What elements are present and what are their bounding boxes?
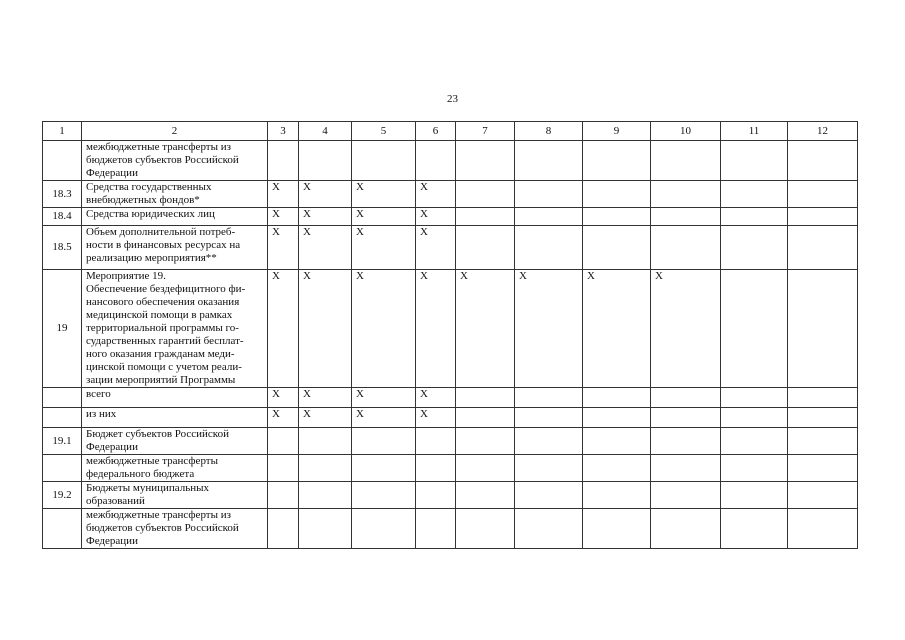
row-name bbox=[82, 509, 268, 549]
table-row bbox=[43, 226, 858, 270]
table-cell: X bbox=[268, 270, 299, 388]
row-name-line: ности в финансовых ресурсах на bbox=[86, 239, 241, 251]
table-cell bbox=[651, 141, 721, 181]
row-name bbox=[82, 408, 268, 428]
table-row bbox=[43, 141, 858, 181]
table-cell bbox=[456, 482, 515, 509]
table-cell: X bbox=[299, 388, 352, 408]
row-name bbox=[82, 141, 268, 181]
row-name-line: нансового обеспечения оказания bbox=[86, 296, 240, 308]
table-cell bbox=[651, 509, 721, 549]
table-cell bbox=[721, 482, 788, 509]
column-header: 5 bbox=[352, 122, 416, 141]
table-cell bbox=[352, 428, 416, 455]
table-cell bbox=[788, 428, 858, 455]
table-cell bbox=[299, 509, 352, 549]
table-cell bbox=[721, 408, 788, 428]
table-cell bbox=[651, 455, 721, 482]
row-name-line: цинской помощи с учетом реали- bbox=[86, 361, 242, 373]
table-cell: X bbox=[583, 270, 651, 388]
table-row bbox=[43, 455, 858, 482]
table-cell bbox=[721, 270, 788, 388]
row-name-line: Федерации bbox=[86, 167, 138, 179]
table-cell bbox=[583, 482, 651, 509]
row-name-line: реализацию мероприятия** bbox=[86, 252, 217, 264]
row-number: 18.3 bbox=[43, 181, 82, 208]
table-cell: X bbox=[268, 208, 299, 226]
table-cell bbox=[416, 141, 456, 181]
row-name bbox=[82, 226, 268, 270]
table-cell bbox=[721, 388, 788, 408]
table-cell: X bbox=[651, 270, 721, 388]
table-cell: X bbox=[299, 208, 352, 226]
table-cell: X bbox=[352, 388, 416, 408]
column-header: 4 bbox=[299, 122, 352, 141]
table-cell: X bbox=[416, 388, 456, 408]
table-cell bbox=[456, 455, 515, 482]
row-name-line: всего bbox=[86, 388, 111, 400]
row-name bbox=[82, 270, 268, 388]
table-cell bbox=[721, 208, 788, 226]
table-cell bbox=[721, 141, 788, 181]
table-row bbox=[43, 509, 858, 549]
row-name-line: Средства юридических лиц bbox=[86, 208, 215, 220]
table-cell: X bbox=[299, 408, 352, 428]
row-name-line: Федерации bbox=[86, 441, 138, 453]
row-name bbox=[82, 428, 268, 455]
table-row bbox=[43, 270, 858, 388]
table-cell bbox=[721, 226, 788, 270]
table-cell bbox=[268, 482, 299, 509]
row-number bbox=[43, 509, 82, 549]
row-name-line: медицинской помощи в рамках bbox=[86, 309, 233, 321]
table-cell bbox=[456, 509, 515, 549]
column-header: 10 bbox=[651, 122, 721, 141]
table-cell bbox=[352, 455, 416, 482]
table-cell bbox=[416, 482, 456, 509]
table-cell: X bbox=[416, 181, 456, 208]
row-name-line: внебюджетных фондов* bbox=[86, 194, 200, 206]
table-cell: X bbox=[352, 408, 416, 428]
table-cell bbox=[299, 141, 352, 181]
table-cell: X bbox=[416, 408, 456, 428]
table-cell bbox=[456, 208, 515, 226]
column-header: 8 bbox=[515, 122, 583, 141]
table-cell bbox=[416, 509, 456, 549]
table-cell bbox=[583, 455, 651, 482]
table-cell bbox=[515, 181, 583, 208]
table-cell bbox=[268, 509, 299, 549]
table-cell bbox=[299, 428, 352, 455]
table-cell bbox=[721, 509, 788, 549]
column-header: 12 bbox=[788, 122, 858, 141]
table-cell: X bbox=[352, 181, 416, 208]
table-cell bbox=[515, 455, 583, 482]
table-cell bbox=[583, 428, 651, 455]
table-cell: X bbox=[299, 226, 352, 270]
column-header: 2 bbox=[82, 122, 268, 141]
row-name-line: территориальной программы го- bbox=[86, 322, 239, 334]
table-cell bbox=[788, 270, 858, 388]
table-row bbox=[43, 388, 858, 408]
table-cell bbox=[416, 428, 456, 455]
table-cell: X bbox=[352, 226, 416, 270]
table-cell bbox=[456, 408, 515, 428]
table-row bbox=[43, 428, 858, 455]
row-name-line: из них bbox=[86, 408, 117, 420]
row-name bbox=[82, 181, 268, 208]
table-cell bbox=[651, 482, 721, 509]
table-cell bbox=[651, 208, 721, 226]
table-cell bbox=[583, 388, 651, 408]
table-body bbox=[43, 141, 858, 549]
table-cell bbox=[583, 181, 651, 208]
table-cell: X bbox=[352, 270, 416, 388]
row-name-line: образований bbox=[86, 495, 145, 507]
table-cell bbox=[268, 455, 299, 482]
page-number: 23 bbox=[447, 93, 458, 105]
table-cell bbox=[651, 226, 721, 270]
table-cell bbox=[515, 141, 583, 181]
table-cell bbox=[268, 141, 299, 181]
table-cell bbox=[352, 482, 416, 509]
row-number bbox=[43, 141, 82, 181]
table-cell bbox=[456, 226, 515, 270]
table-cell: X bbox=[352, 208, 416, 226]
table-cell: X bbox=[416, 270, 456, 388]
table-cell bbox=[583, 208, 651, 226]
row-number: 19 bbox=[43, 270, 82, 388]
table-cell bbox=[583, 226, 651, 270]
column-header: 7 bbox=[456, 122, 515, 141]
table-cell: X bbox=[515, 270, 583, 388]
table-cell bbox=[651, 388, 721, 408]
table-cell bbox=[583, 408, 651, 428]
row-name-line: бюджетов субъектов Российской bbox=[86, 522, 239, 534]
table-cell bbox=[651, 408, 721, 428]
table-cell bbox=[299, 482, 352, 509]
table-cell: X bbox=[268, 181, 299, 208]
table-cell bbox=[456, 388, 515, 408]
table-cell bbox=[788, 482, 858, 509]
row-number: 18.5 bbox=[43, 226, 82, 270]
table-cell bbox=[456, 181, 515, 208]
budget-table bbox=[42, 121, 858, 549]
table-cell bbox=[268, 428, 299, 455]
table-cell bbox=[788, 208, 858, 226]
table-cell bbox=[515, 482, 583, 509]
table-cell bbox=[583, 509, 651, 549]
table-cell: X bbox=[416, 208, 456, 226]
row-name-line: Обеспечение бездефицитного фи- bbox=[86, 283, 246, 295]
table-cell: X bbox=[416, 226, 456, 270]
table-cell bbox=[515, 509, 583, 549]
table-cell bbox=[515, 226, 583, 270]
table-row bbox=[43, 181, 858, 208]
table-cell bbox=[651, 181, 721, 208]
table-cell bbox=[515, 428, 583, 455]
row-name-line: межбюджетные трансферты из bbox=[86, 509, 231, 521]
row-name-line: бюджетов субъектов Российской bbox=[86, 154, 239, 166]
column-header: 11 bbox=[721, 122, 788, 141]
row-name bbox=[82, 208, 268, 226]
row-name-line: Средства государственных bbox=[86, 181, 212, 193]
column-header: 3 bbox=[268, 122, 299, 141]
table-row bbox=[43, 208, 858, 226]
table-cell: X bbox=[268, 388, 299, 408]
row-name bbox=[82, 455, 268, 482]
row-number: 18.4 bbox=[43, 208, 82, 226]
row-name-line: Бюджет субъектов Российской bbox=[86, 428, 229, 440]
row-name-line: Мероприятие 19. bbox=[86, 270, 166, 282]
table-cell bbox=[515, 208, 583, 226]
table-cell bbox=[352, 141, 416, 181]
table-cell bbox=[788, 226, 858, 270]
table-cell bbox=[352, 509, 416, 549]
table-cell bbox=[515, 388, 583, 408]
row-name bbox=[82, 388, 268, 408]
row-number bbox=[43, 455, 82, 482]
table-cell bbox=[721, 428, 788, 455]
table-cell bbox=[788, 455, 858, 482]
column-header: 9 bbox=[583, 122, 651, 141]
column-header: 6 bbox=[416, 122, 456, 141]
table-cell: X bbox=[268, 408, 299, 428]
row-number bbox=[43, 408, 82, 428]
row-number bbox=[43, 388, 82, 408]
table-cell bbox=[456, 141, 515, 181]
table-cell bbox=[515, 408, 583, 428]
row-name-line: Объем дополнительной потреб- bbox=[86, 226, 236, 238]
table-cell: X bbox=[299, 181, 352, 208]
row-name-line: Федерации bbox=[86, 535, 138, 547]
row-name bbox=[82, 482, 268, 509]
table-row bbox=[43, 408, 858, 428]
table-row bbox=[43, 482, 858, 509]
table-cell bbox=[416, 455, 456, 482]
table-cell bbox=[788, 408, 858, 428]
row-number: 19.2 bbox=[43, 482, 82, 509]
table-cell bbox=[788, 509, 858, 549]
table-cell: X bbox=[268, 226, 299, 270]
row-name-line: Бюджеты муниципальных bbox=[86, 482, 210, 494]
table-cell bbox=[651, 428, 721, 455]
row-name-line: сударственных гарантий бесплат- bbox=[86, 335, 244, 347]
row-number: 19.1 bbox=[43, 428, 82, 455]
table-cell bbox=[456, 428, 515, 455]
table-cell bbox=[299, 455, 352, 482]
row-name-line: межбюджетные трансферты из bbox=[86, 141, 231, 153]
table-cell bbox=[788, 141, 858, 181]
table-cell bbox=[583, 141, 651, 181]
row-name-line: зации мероприятий Программы bbox=[86, 374, 236, 386]
table-cell bbox=[788, 181, 858, 208]
table-cell: X bbox=[299, 270, 352, 388]
row-name-line: межбюджетные трансферты bbox=[86, 455, 218, 467]
row-name-line: федерального бюджета bbox=[86, 468, 195, 480]
table-cell bbox=[721, 181, 788, 208]
table-cell bbox=[721, 455, 788, 482]
table-cell: X bbox=[456, 270, 515, 388]
header-row bbox=[43, 122, 858, 141]
column-header: 1 bbox=[43, 122, 82, 141]
table-cell bbox=[788, 388, 858, 408]
row-name-line: ного оказания гражданам меди- bbox=[86, 348, 235, 360]
